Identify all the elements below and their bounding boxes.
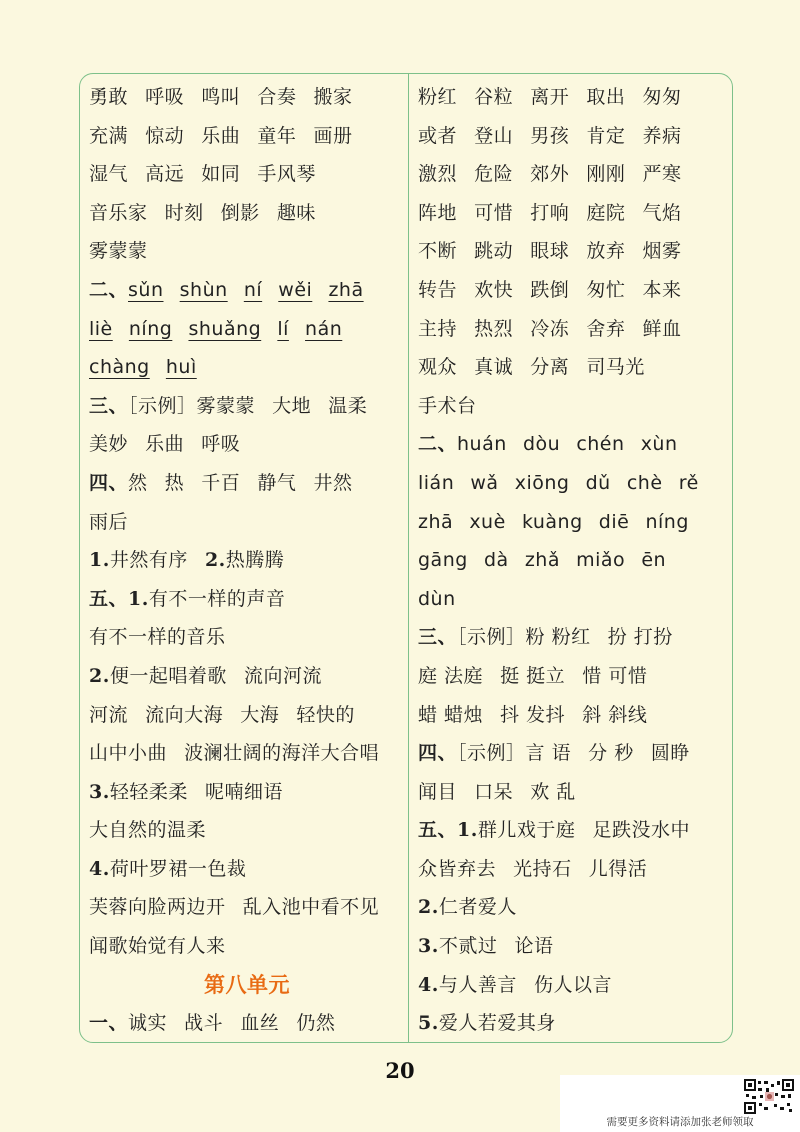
section-two-label: 二、 [89, 278, 129, 301]
page-number: 20 [385, 1058, 415, 1083]
word: 伤人以言 [533, 973, 612, 996]
word-row [418, 232, 728, 271]
qr-code-icon [744, 1079, 794, 1114]
word: 不贰过 [438, 935, 498, 958]
word: 男孩 [530, 124, 570, 147]
pinyin-answer: chén [576, 433, 625, 456]
pinyin-answer: huán [457, 433, 507, 456]
word: 取出 [586, 86, 626, 108]
word: 手术台 [418, 394, 477, 417]
left-column [89, 78, 405, 1043]
pinyin-row [418, 464, 728, 503]
word: 庭院 [586, 201, 626, 224]
answer-row [418, 966, 728, 1005]
word: 跌倒 [530, 278, 570, 301]
word: 山中小曲 [89, 742, 168, 765]
word: 河流 [89, 703, 129, 726]
pinyin-answer: dà [483, 549, 509, 572]
word: 气焰 [642, 201, 682, 224]
word: 鲜血 [642, 317, 682, 340]
pinyin-answer: lián [418, 471, 455, 494]
footer-banner [560, 1075, 800, 1132]
pinyin-row [418, 541, 728, 580]
pinyin-answer: wǎ [470, 471, 499, 494]
pinyin-row [89, 348, 405, 387]
pinyin-row [89, 310, 405, 349]
word: 养病 [642, 124, 682, 147]
pinyin-answer: chàng [89, 356, 150, 379]
answer-row [89, 773, 405, 812]
word: 言 语 [525, 742, 572, 765]
word: 圆睁 [650, 742, 690, 765]
word: 搬家 [313, 86, 353, 108]
word-row [89, 232, 405, 271]
word: 匆忙 [586, 278, 626, 301]
word: 千百 [201, 471, 241, 494]
word: 司马光 [586, 356, 645, 379]
word-row [418, 155, 728, 194]
word: 烟雾 [642, 240, 682, 263]
answer-row [89, 696, 405, 735]
word: 热烈 [474, 317, 514, 340]
word: 谷粒 [474, 86, 514, 108]
word-row [418, 657, 728, 696]
right-column [418, 78, 728, 1043]
word: 雨后 [89, 510, 129, 533]
answer-text: 热腾腾 [225, 549, 285, 572]
answer-text: 仁者爱人 [438, 896, 517, 919]
section-three-label: 三、 [418, 626, 458, 649]
pinyin-row [418, 503, 728, 542]
word: 温柔 [328, 394, 368, 417]
word: 挺 挺立 [500, 664, 566, 687]
word: 战斗 [184, 1012, 224, 1035]
word: 惜 可惜 [582, 664, 648, 687]
word-row [89, 78, 405, 117]
word: 然 [128, 471, 148, 494]
word: 扮 打扮 [607, 626, 673, 649]
section-four-row [418, 734, 728, 773]
section-four-label: 四、 [89, 471, 129, 494]
word: 论语 [514, 935, 554, 958]
pinyin-answer: huì [165, 356, 197, 379]
word: 观众 [418, 356, 458, 379]
word: 呢喃细语 [204, 780, 283, 803]
pinyin-answer: dùn [418, 587, 456, 610]
word: 充满 [89, 124, 129, 147]
answer-row: 大自然的温柔 [89, 819, 207, 842]
answer-row [418, 1004, 728, 1043]
word: 肯定 [586, 124, 626, 147]
word: 乐曲 [145, 433, 185, 456]
answer-text: 井然有序 [109, 549, 188, 572]
word-row [89, 425, 405, 464]
pinyin-answer: sǔn [128, 278, 164, 301]
word: 不断 [418, 240, 458, 263]
word: 本来 [642, 278, 682, 301]
word: 画册 [313, 124, 353, 147]
item-number: 3. [418, 935, 439, 958]
word: 斜 斜线 [582, 703, 648, 726]
pinyin-answer: ní [243, 278, 263, 301]
pinyin-answer: shuǎng [188, 317, 262, 340]
word: 分 秒 [588, 742, 634, 765]
word: 庭 法庭 [418, 664, 484, 687]
word: 冷冻 [530, 317, 570, 340]
word: 芙蓉向脸两边开 [89, 896, 226, 919]
word-row [418, 387, 728, 426]
word: 时刻 [164, 201, 204, 224]
section-four-label: 四、 [418, 742, 458, 765]
answer-row [89, 734, 405, 773]
word: 刚刚 [586, 163, 626, 186]
word: 群儿戏于庭 [477, 819, 576, 842]
word: 高远 [145, 163, 185, 186]
word: 趣味 [276, 201, 316, 224]
answer-text: 有不一样的声音 [148, 587, 286, 610]
word: 激烈 [418, 163, 458, 186]
section-five-label: 五、 [418, 819, 458, 842]
word: 粉 粉红 [525, 626, 591, 649]
word-row [89, 1004, 405, 1043]
word: 鸣叫 [201, 86, 241, 108]
example-tag: ［示例］ [457, 742, 526, 765]
word-row [89, 503, 405, 542]
word: 或者 [418, 124, 458, 147]
word: 流向河流 [243, 664, 322, 687]
word: 大地 [272, 394, 312, 417]
word: 放弃 [586, 240, 626, 263]
word: 阵地 [418, 201, 458, 224]
pinyin-answer: xùn [640, 433, 678, 456]
section-five-label: 五、 [89, 587, 129, 610]
answer-row: 有不一样的音乐 [89, 626, 226, 649]
answer-row [89, 657, 405, 696]
pinyin-answer: zhǎ [524, 549, 560, 572]
pinyin-answer: níng [645, 510, 689, 533]
answer-row [418, 927, 728, 966]
word-row [89, 155, 405, 194]
section-four-row [89, 464, 405, 503]
word: 与人善言 [438, 973, 517, 996]
word-row [418, 117, 728, 156]
word: 轻轻柔柔 [109, 780, 188, 803]
item-number: 1. [128, 587, 149, 610]
word: 严寒 [642, 163, 682, 186]
word: 危险 [474, 163, 514, 186]
word: 井然 [313, 471, 353, 494]
word: 如同 [201, 163, 241, 186]
word: 音乐家 [89, 201, 148, 224]
section-one-label: 一、 [89, 1012, 129, 1035]
pinyin-answer: shùn [179, 278, 228, 301]
word: 便一起唱着歌 [109, 664, 227, 687]
footer-note: 需要更多资料请添加张老师领取 [606, 1116, 754, 1128]
answer-text: 爱人若爱其身 [438, 1012, 556, 1035]
word: 欢 乱 [530, 780, 576, 803]
word: 足跌没水中 [592, 819, 690, 842]
word: 舍弃 [586, 317, 626, 340]
word: 热 [164, 471, 185, 494]
word: 静气 [257, 471, 297, 494]
answer-row [418, 888, 728, 927]
word: 血丝 [240, 1012, 280, 1035]
word: 勇敢 [89, 86, 129, 108]
column-divider [408, 73, 409, 1043]
word: 离开 [530, 86, 570, 108]
section-three-label: 三、 [89, 394, 129, 417]
word: 分离 [530, 356, 570, 379]
word: 合奏 [257, 86, 297, 108]
pinyin-answer: lí [277, 317, 289, 340]
word-row [418, 271, 728, 310]
section-three-row [418, 618, 728, 657]
answer-row [89, 850, 405, 889]
word: 湿气 [89, 163, 129, 186]
word: 蜡 蜡烛 [418, 703, 484, 726]
pinyin-answer: nán [305, 317, 343, 340]
word-row [418, 78, 728, 117]
item-number: 2. [89, 664, 110, 687]
word: 主持 [418, 317, 458, 340]
word-row [89, 194, 405, 233]
word: 打响 [530, 201, 570, 224]
pinyin-answer: diē [598, 510, 630, 533]
word: 雾蒙蒙 [89, 240, 148, 263]
item-number: 2. [204, 549, 226, 572]
pinyin-row [418, 425, 728, 464]
pinyin-answer: zhā [328, 278, 364, 301]
word: 登山 [474, 124, 514, 147]
example-tag: ［示例］ [457, 626, 526, 649]
pinyin-row [418, 580, 728, 619]
pinyin-answer: kuàng [521, 510, 583, 533]
item-number: 1. [457, 819, 478, 842]
word: 乐曲 [201, 124, 241, 147]
word: 众皆弃去 [418, 857, 497, 880]
answer-text: 荷叶罗裙一色裁 [109, 857, 247, 880]
word: 转告 [418, 278, 458, 301]
answer-row [89, 580, 405, 619]
pinyin-answer: miǎo [576, 549, 626, 572]
item-number: 1. [89, 549, 110, 572]
word-row [89, 117, 405, 156]
word: 诚实 [128, 1012, 168, 1035]
unit-title: 第八单元 [204, 972, 290, 997]
pinyin-answer: wěi [278, 278, 313, 301]
pinyin-answer: dòu [522, 433, 561, 456]
word: 儿得活 [588, 857, 648, 880]
word-row [418, 696, 728, 735]
item-number: 3. [89, 780, 110, 803]
pinyin-answer: xuè [469, 510, 506, 533]
word: 流向大海 [145, 703, 224, 726]
pinyin-answer: rě [678, 471, 699, 494]
answer-row [89, 541, 405, 580]
item-number: 4. [418, 973, 439, 996]
answer-row [89, 888, 405, 927]
word: 呼吸 [145, 86, 185, 108]
word-row [418, 310, 728, 349]
word: 呼吸 [201, 433, 241, 456]
word: 可惜 [474, 201, 514, 224]
word: 匆匆 [642, 86, 682, 108]
word: 郊外 [530, 163, 570, 186]
word: 惊动 [145, 124, 185, 147]
item-number: 5. [418, 1012, 439, 1035]
pinyin-answer: zhā [418, 510, 454, 533]
pinyin-answer: liè [89, 317, 113, 340]
pinyin-answer: gāng [418, 549, 468, 572]
pinyin-answer: ēn [641, 549, 667, 572]
pinyin-answer: dǔ [585, 471, 611, 494]
answer-row [418, 850, 728, 889]
item-number: 2. [418, 896, 439, 919]
word: 口呆 [474, 780, 514, 803]
item-number: 4. [89, 857, 110, 880]
word-row [418, 348, 728, 387]
word: 雾蒙蒙 [196, 394, 256, 417]
word-row [418, 194, 728, 233]
word: 跳动 [474, 240, 514, 263]
word: 倒影 [220, 201, 260, 224]
pinyin-answer: níng [128, 317, 173, 340]
word: 美妙 [89, 433, 129, 456]
word: 光持石 [513, 857, 572, 880]
word: 粉红 [418, 86, 458, 108]
word: 大海 [240, 703, 280, 726]
pinyin-answer: xiōng [514, 471, 570, 494]
word: 仍然 [296, 1012, 336, 1035]
section-five-row [418, 811, 728, 850]
word: 轻快的 [296, 703, 355, 726]
word: 欢快 [474, 278, 514, 301]
word: 波澜壮阔的海洋大合唱 [184, 742, 380, 765]
word: 闻目 [418, 780, 458, 803]
word: 乱入池中看不见 [242, 896, 380, 919]
word: 抖 发抖 [500, 703, 566, 726]
word-row [418, 773, 728, 812]
section-three-row [89, 387, 405, 426]
pinyin-row [89, 271, 405, 310]
answer-row: 闻歌始觉有人来 [89, 935, 226, 958]
word: 真诚 [474, 356, 514, 379]
word: 眼球 [530, 240, 570, 263]
example-tag: ［示例］ [128, 394, 197, 417]
section-two-label: 二、 [418, 433, 458, 456]
word: 童年 [257, 124, 297, 147]
pinyin-answer: chè [626, 471, 663, 494]
word: 手风琴 [257, 163, 316, 186]
